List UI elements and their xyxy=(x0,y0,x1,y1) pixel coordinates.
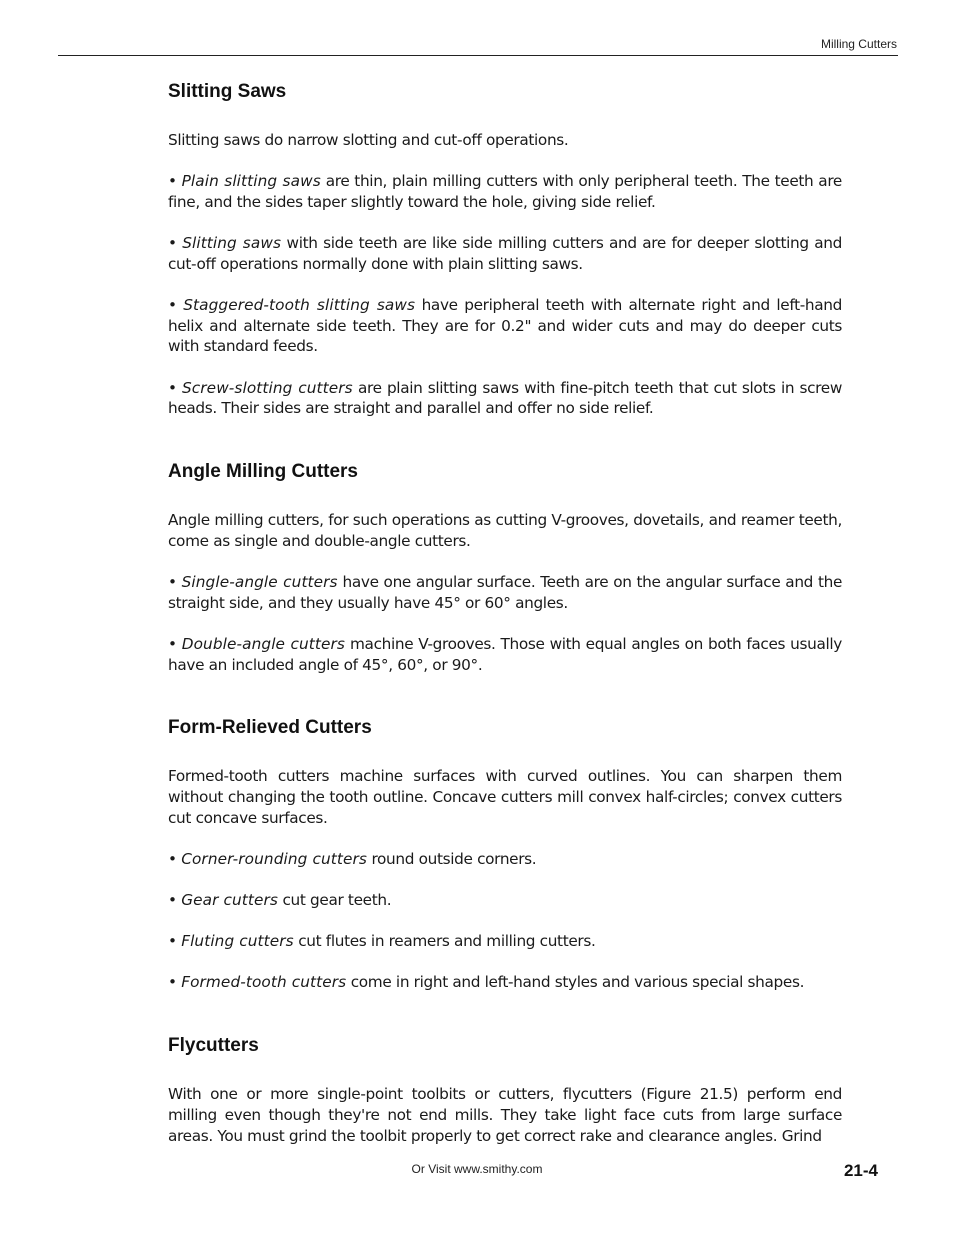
section-heading-angle-milling-cutters: Angle Milling Cutters xyxy=(168,461,358,483)
bullet-item: • Plain slitting saws are thin, plain milling cutters with only peripheral teeth. The teeth are fine, and the sides taper slightly toward the hole, giving side relief. xyxy=(168,172,842,211)
paragraph: Formed-tooth cutters machine surfaces with curved outlines. You can sharpen them without changing the tooth outline. Concave cutters mill convex half-circles; convex cutters cut concave surfaces. xyxy=(168,767,842,827)
footer-website-link[interactable]: Or Visit www.smithy.com xyxy=(411,1162,543,1176)
bullet-term: Staggered-tooth slitting saws xyxy=(183,296,416,315)
bullet-item: • Gear cutters cut gear teeth. xyxy=(168,891,392,910)
bullet-item: • Single-angle cutters have one angular surface. Teeth are on the angular surface and the straight side, and they usually have 45° or 60° angles. xyxy=(168,572,843,612)
bullet-term: Fluting cutters xyxy=(181,932,294,951)
bullet-item: • Formed-tooth cutters come in right and left-hand styles and various special shapes. xyxy=(168,973,805,992)
bullet-item: • Screw-slotting cutters are plain slitting saws with fine-pitch teeth that cut slots in screw heads. Their sides are straight and parallel and offer no side relief. xyxy=(168,378,843,418)
bullet-term: Screw-slotting cutters xyxy=(181,378,353,397)
page-body xyxy=(168,79,842,1146)
paragraph: With one or more single-point toolbits or cutters, flycutters (Figure 21.5) perform end milling even though they're not end mills. They take light face cuts from large surface areas. You must grind the toolbit properly to get correct rake and clearance angles. Grind xyxy=(168,1085,842,1145)
bullet-term: Corner-rounding cutters xyxy=(181,849,367,868)
bullet-item: • Fluting cutters cut flutes in reamers and milling cutters. xyxy=(168,932,596,951)
section-heading-form-relieved-cutters: Form-Relieved Cutters xyxy=(168,717,372,739)
bullet-term: Slitting saws xyxy=(182,234,282,253)
bullet-item: • Corner-rounding cutters round outside corners. xyxy=(168,849,537,868)
bullet-term: Formed-tooth cutters xyxy=(181,973,347,992)
bullet-item: • Double-angle cutters machine V-grooves. Those with equal angles on both faces usually have an included angle of 45°, 60°, or 90°. xyxy=(168,634,843,674)
section-heading-flycutters: Flycutters xyxy=(168,1035,259,1057)
paragraph: Slitting saws do narrow slotting and cut-off operations. xyxy=(168,131,569,149)
page-number: 21-4 xyxy=(843,1161,878,1180)
bullet-item: • Slitting saws with side teeth are like side milling cutters and are for deeper slotting and cut-off operations normally done with plain slitting saws. xyxy=(168,234,842,273)
paragraph: Angle milling cutters, for such operations as cutting V-grooves, dovetails, and reamer teeth, come as single and double-angle cutters. xyxy=(168,511,842,550)
bullet-term: Gear cutters xyxy=(181,891,278,910)
header-rule xyxy=(58,55,898,56)
running-head: Milling Cutters xyxy=(820,37,897,51)
section-heading-slitting-saws: Slitting Saws xyxy=(168,81,287,102)
bullet-term: Single-angle cutters xyxy=(181,572,338,591)
bullet-item: • Staggered-tooth slitting saws have peripheral teeth with alternate right and left-hand helix and alternate side teeth. They are for 0.2" and wider cuts and may do deeper cuts with standard feeds. xyxy=(168,296,842,356)
bullet-term: Plain slitting saws xyxy=(181,172,321,191)
bullet-term: Double-angle cutters xyxy=(181,634,345,653)
